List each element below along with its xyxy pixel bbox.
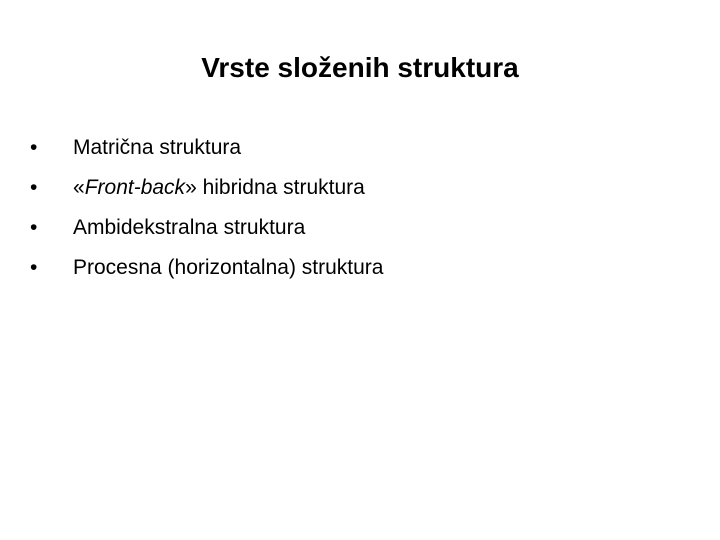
- slide-title: Vrste složenih struktura: [201, 52, 519, 83]
- bullet-text: Ambidekstralna struktura: [73, 216, 306, 239]
- bullet-text: Procesna (horizontalna) struktura: [73, 256, 384, 279]
- bullet-text-rest: » hibridna struktura: [185, 176, 365, 199]
- bullet-icon: •: [30, 136, 38, 159]
- open-quote: «: [73, 176, 85, 199]
- bullet-text: Matrična struktura: [73, 136, 242, 159]
- bullet-icon: •: [30, 216, 38, 239]
- bullet-text: [73, 168, 365, 208]
- bullet-icon: •: [30, 176, 38, 199]
- emphasized-term: Front-back: [84, 176, 186, 199]
- bullet-icon: •: [30, 256, 38, 279]
